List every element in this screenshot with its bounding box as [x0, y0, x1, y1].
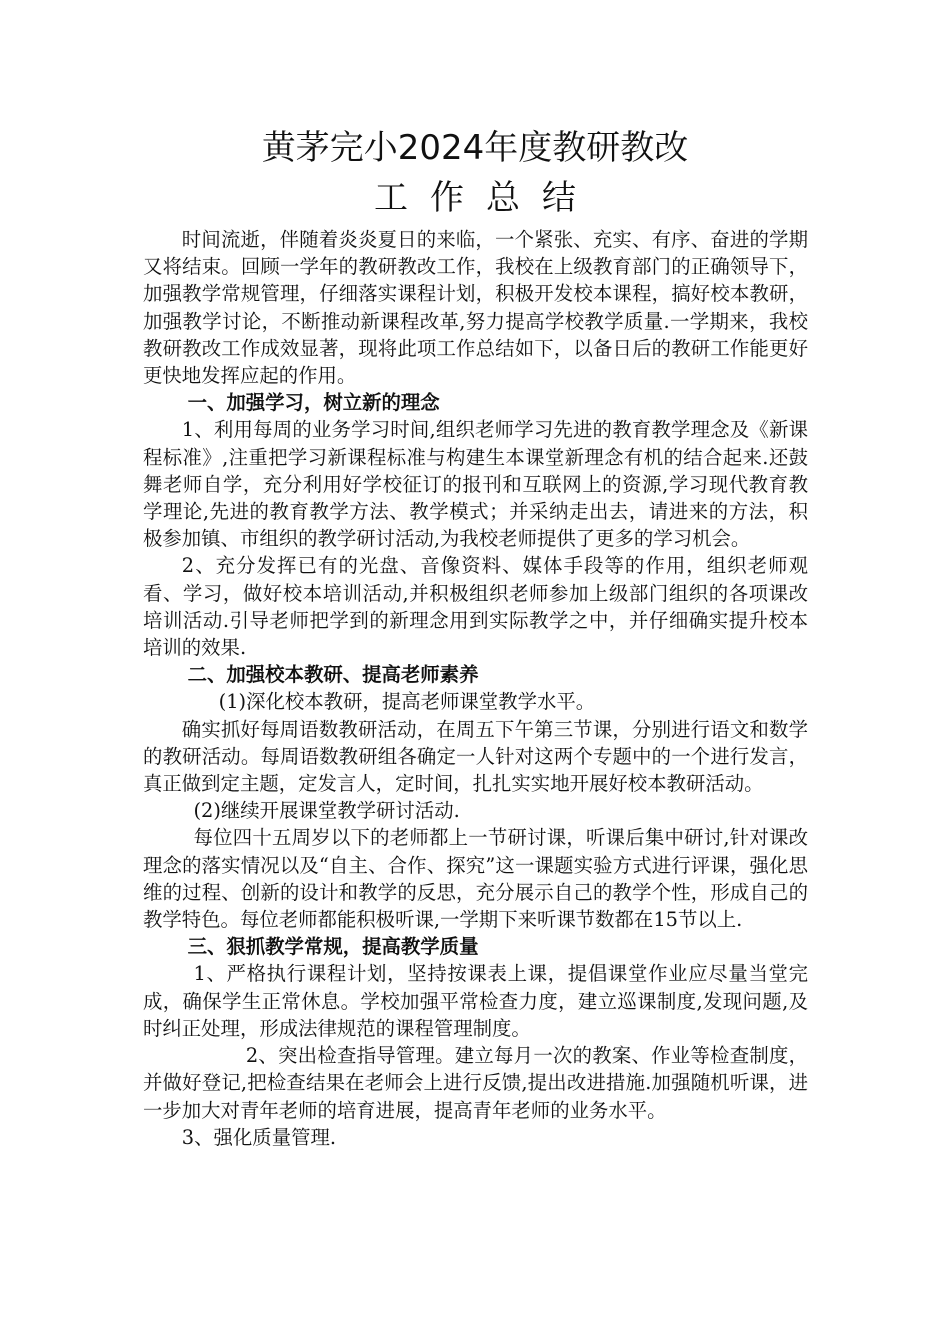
- intro-paragraph: 时间流逝，伴随着炎炎夏日的来临，一个紧张、充实、有序、奋进的学期又将结束。回顾一学年的教研教改工作，我校在上级教育部门的正确领导下，加强教学常规管理，仔细落实课程计划，积极开发校本课程，搞好校本教研，加强教学讨论，不断推动新课程改革,努力提高学校教学质量.一学期来，我校教研教改工作成效显著，现将此项工作总结如下，以备日后的教研工作能更好更快地发挥应起的作用。: [143, 228, 808, 388]
- section-heading-2: 二、加强校本教研、提高老师素养: [187, 663, 479, 687]
- paragraph: 1、利用每周的业务学习时间,组织老师学习先进的教育教学理念及《新课程标准》,注重把学习新课程标准与构建生本课堂新理念有机的结合起来.还鼓舞老师自学，充分利用好学校征订的报刊和互联网上的资源,学习现代教育教学理论,先进的教育教学方法、教学模式；并采纳走出去，请进来的方法，积极参加镇、市组织的教学研讨活动,为我校老师提供了更多的学习机会。: [143, 418, 808, 551]
- paragraph: 每位四十五周岁以下的老师都上一节研讨课，听课后集中研讨,针对课改理念的落实情况以及“自主、合作、探究”这一课题实验方式进行评课，强化思维的过程、创新的设计和教学的反思，充分展示自己的教学个性，形成自己的教学特色。每位老师都能积极听课,一学期下来听课节数都在15节以上.: [143, 826, 808, 932]
- paragraph: 1、严格执行课程计划，坚持按课表上课，提倡课堂作业应尽量当堂完成，确保学生正常休息。学校加强平常检查力度，建立巡课制度,发现问题,及时纠正处理，形成法律规范的课程管理制度。: [143, 962, 808, 1040]
- subsection-heading: (1)深化校本教研，提高老师课堂教学水平。: [218, 690, 596, 714]
- document-body: [143, 226, 808, 1151]
- document-title: 黄茅完小2024年度教研教改: [261, 128, 689, 168]
- paragraph: 3、强化质量管理.: [181, 1125, 337, 1149]
- document-subtitle: 工作总结: [374, 178, 598, 218]
- section-heading-3: 三、狠抓教学常规，提高教学质量: [187, 935, 479, 959]
- paragraph: 2、突出检查指导管理。建立每月一次的教案、作业等检查制度，并做好登记,把检查结果在老师会上进行反馈,提出改进措施.加强随机听课，进一步加大对青年老师的培育进展，提高青年老师的业务水平。: [143, 1044, 808, 1122]
- paragraph: 2、充分发挥已有的光盘、音像资料、媒体手段等的作用，组织老师观看、学习，做好校本培训活动,并积极组织老师参加上级部门组织的各项课改培训活动.引导老师把学到的新理念用到实际教学之中，并仔细确实提升校本培训的效果.: [143, 554, 808, 660]
- paragraph: 确实抓好每周语数教研活动，在周五下午第三节课，分别进行语文和数学的教研活动。每周语数教研组各确定一人针对这两个专题中的一个进行发言，真正做到定主题，定发言人，定时间，扎扎实实地开展好校本教研活动。: [143, 717, 808, 796]
- section-heading-1: 一、加强学习，树立新的理念: [187, 391, 440, 415]
- subsection-heading: (2)继续开展课堂教学研讨活动.: [193, 799, 460, 823]
